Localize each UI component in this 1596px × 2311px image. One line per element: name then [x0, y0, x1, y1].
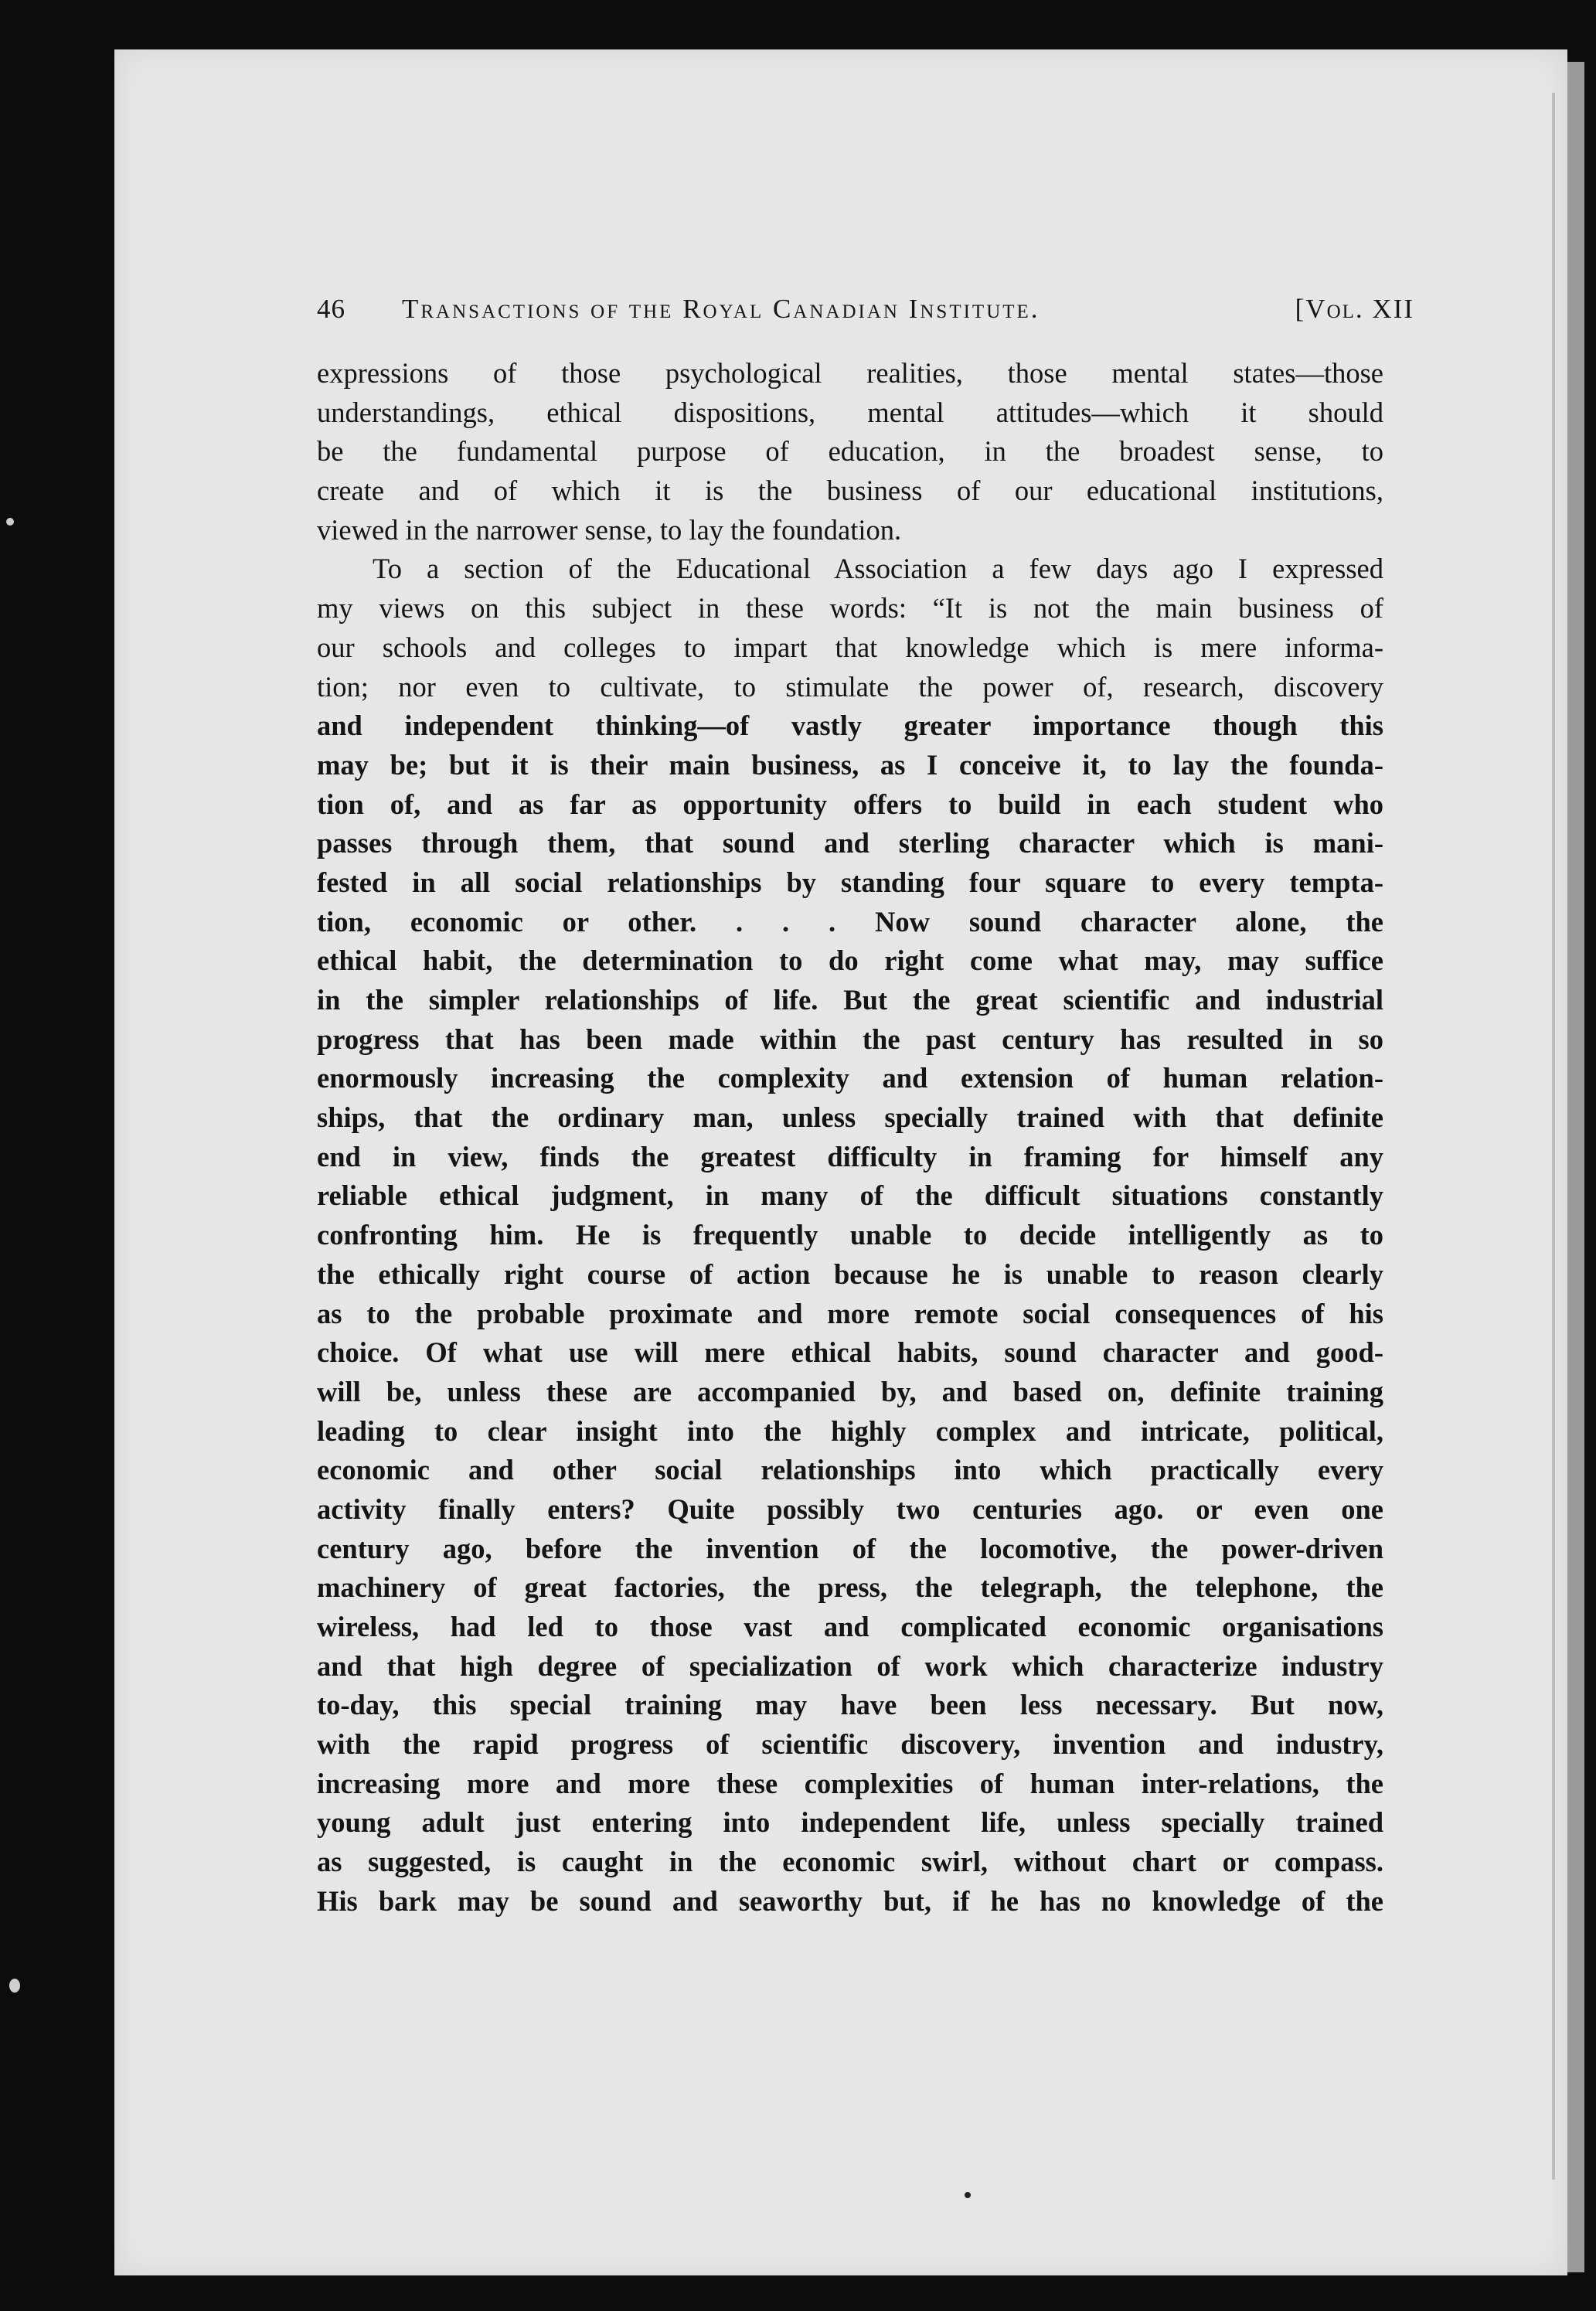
- text-line: ethical habit, the determination to do right come what may, may suffice: [317, 944, 1383, 977]
- text-line: with the rapid progress of scientific discovery, invention and industry,: [317, 1728, 1383, 1761]
- text-line: enormously increasing the complexity and extension of human relation-: [317, 1062, 1383, 1094]
- text-line: as suggested, is caught in the economic swirl, without chart or compass.: [317, 1846, 1383, 1878]
- text-line: viewed in the narrower sense, to lay the foundation.: [317, 513, 902, 546]
- text-line: be the fundamental purpose of education, in the broadest sense, to: [317, 435, 1383, 468]
- text-line: to-day, this special training may have been less necessary. But now,: [317, 1689, 1383, 1721]
- text-line: create and of which it is the business of our educational institutions,: [317, 475, 1383, 507]
- text-line: century ago, before the invention of the locomotive, the power-driven: [317, 1532, 1383, 1564]
- text-line: activity finally enters? Quite possibly two centuries ago. or even one: [317, 1492, 1383, 1525]
- text-line: increasing more and more these complexities of human inter-relations, the: [317, 1767, 1383, 1799]
- text-line: as to the probable proximate and more remote social consequences of his: [317, 1297, 1383, 1329]
- text-line: ships, that the ordinary man, unless specially trained with that definite: [317, 1101, 1383, 1134]
- text-line: tion, economic or other. . . . Now sound character alone, the: [317, 905, 1383, 938]
- text-line: tion; nor even to cultivate, to stimulate the power of, research, discovery: [317, 670, 1383, 703]
- text-line: may be; but it is their main business, as I conceive it, to lay the founda-: [317, 748, 1383, 781]
- page-edge-shadow: [1552, 93, 1555, 2180]
- text-line: tion of, and as far as opportunity offers to build in each student who: [317, 788, 1383, 820]
- text-line: will be, unless these are accompanied by, and based on, definite training: [317, 1375, 1383, 1407]
- text-line: machinery of great factories, the press, the telegraph, the telephone, the: [317, 1571, 1383, 1604]
- text-line: progress that has been made within the past century has resulted in so: [317, 1023, 1383, 1055]
- text-line: passes through them, that sound and sterling character which is mani-: [317, 827, 1383, 859]
- text-line: end in view, finds the greatest difficulty in framing for himself any: [317, 1140, 1383, 1173]
- text-line: and that high degree of specialization of work which characterize industry: [317, 1649, 1383, 1682]
- scan-speck: [9, 1979, 20, 1993]
- journal-title: Transactions of the Royal Canadian Institute.: [402, 294, 1040, 324]
- text-line: our schools and colleges to impart that knowledge which is mere informa-: [317, 631, 1383, 663]
- text-line: confronting him. He is frequently unable to decide intelligently as to: [317, 1219, 1383, 1251]
- text-line: leading to clear insight into the highly complex and intricate, political,: [317, 1414, 1383, 1447]
- ink-dot: [965, 2192, 971, 2198]
- page-edge: [1567, 62, 1584, 2272]
- text-line: wireless, had led to those vast and complicated economic organisations: [317, 1611, 1383, 1642]
- text-line: understandings, ethical dispositions, mental attitudes—which it should: [317, 396, 1383, 428]
- running-header: [317, 294, 1414, 332]
- body-text: [317, 354, 1383, 1921]
- text-line: choice. Of what use will mere ethical habits, sound character and good-: [317, 1336, 1383, 1369]
- page-number: 46: [317, 294, 345, 324]
- text-line: my views on this subject in these words: “It is not the main business of: [317, 592, 1383, 625]
- scan-speck: [6, 518, 14, 526]
- text-line: economic and other social relationships into which practically every: [317, 1454, 1383, 1486]
- text-line: the ethically right course of action because he is unable to reason clearly: [317, 1258, 1383, 1290]
- text-line: in the simpler relationships of life. But the great scientific and industrial: [317, 984, 1383, 1016]
- text-line: His bark may be sound and seaworthy but, if he has no knowledge of the: [317, 1884, 1383, 1917]
- text-line: expressions of those psychological realities, those mental states—those: [317, 357, 1383, 389]
- volume-label: [Vol. XII: [1295, 294, 1414, 324]
- text-line: To a section of the Educational Association a few days ago I expressed: [373, 553, 1383, 585]
- text-line: fested in all social relationships by standing four square to every tempta-: [317, 866, 1383, 898]
- text-line: reliable ethical judgment, in many of the difficult situations constantly: [317, 1179, 1383, 1212]
- text-line: and independent thinking—of vastly greater importance though this: [317, 710, 1383, 742]
- text-line: young adult just entering into independent life, unless specially trained: [317, 1806, 1383, 1839]
